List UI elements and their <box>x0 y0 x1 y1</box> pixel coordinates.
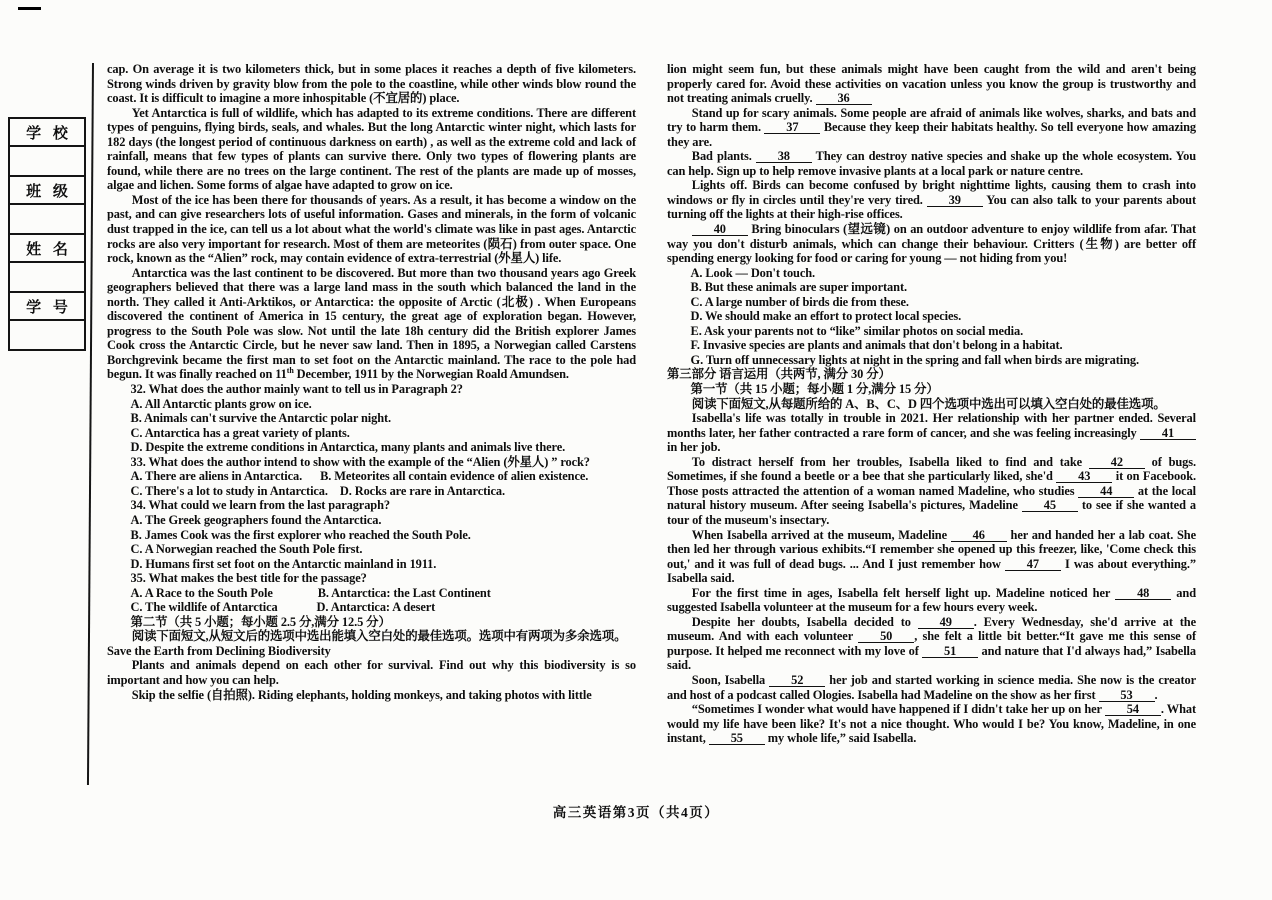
student-number-write-in-box <box>10 321 84 349</box>
field-school <box>10 119 84 175</box>
blank-41: 41 <box>1140 427 1196 440</box>
name-write-in-box <box>10 263 84 291</box>
name-label: 姓 名 <box>10 233 84 263</box>
question-32-option-c: C. Antarctica has a great variety of plants. <box>130 425 350 440</box>
passage-b-paragraph: Lights off. Birds can become confused by bright nighttime lights, causing them to crash into windows or fly in circles until they're very tired. 39 You can also talk to your parents about turning off the lights at their high-rise offices. <box>667 178 1196 222</box>
superscript: th <box>286 366 294 376</box>
student-info-table <box>8 117 86 351</box>
question-35-options-cd: C. The wildlife of Antarctica D. Antarctica: A desert <box>130 600 436 615</box>
question-34-option-b: B. James Cook was the first explorer who reached the South Pole. <box>130 527 471 542</box>
sidebar-divider-line <box>87 63 94 785</box>
class-label: 班 级 <box>10 175 84 205</box>
blank-47: 47 <box>1005 558 1061 571</box>
passage-c-paragraph: Isabella's life was totally in trouble in 2021. Her relationship with her partner ended. Several months later, her father contracted a rare form of cancer, and she was feeling increasingly 41 in her job. <box>667 411 1196 455</box>
blank-52: 52 <box>769 674 825 687</box>
blank-55: 55 <box>709 732 765 745</box>
blank-40: 40 <box>692 223 748 236</box>
question-35: 35. What makes the best title for the passage? <box>130 571 367 586</box>
blank-53: 53 <box>1099 689 1155 702</box>
cloze-option-c: C. A large number of birds die from these. <box>690 294 909 309</box>
passage-b-paragraph: Plants and animals depend on each other for survival. Find out why this biodiversity is so important and how you can help. <box>107 658 636 687</box>
blank-39: 39 <box>927 194 983 207</box>
blank-49: 49 <box>918 616 974 629</box>
part-3-heading: 第三部分 语言运用（共两节, 满分 30 分） <box>667 367 891 382</box>
question-33-options-ab: A. There are aliens in Antarctica. B. Meteorites all contain evidence of alien existence. <box>130 469 589 484</box>
question-33-options-cd: C. There's a lot to study in Antarctica. D. Rocks are rare in Antarctica. <box>130 483 505 498</box>
blank-38: 38 <box>756 150 812 163</box>
passage-b-paragraph: Skip the selfie (自拍照). Riding elephants, holding monkeys, and taking photos with little <box>131 687 592 702</box>
blank-51: 51 <box>922 645 978 658</box>
blank-54: 54 <box>1105 703 1161 716</box>
passage-a-paragraph: Antarctica was the last continent to be discovered. But more than two thousand years ago Greek geographers believed that there was a large land mass in the south which balanced the land in the north. They called it Anti-Arktikos, or Antarctica: the opposite of Arctic (北极) . When Europeans discovered the continent of America in 15 century, the great age of exploration began. However, progress to the South Pole was slow. Not until the late 18h century did the British explorer James Cook cross the Antarctic Circle, but he never saw land. Then in 1895, a Norwegian called Carstens Borchgrevink became the first man to set foot on the Antarctic mainland. The race to the pole had begun. It was finally reached on 11th December, 1911 by the Norwegian Roald Amundsen. <box>107 265 636 382</box>
left-text-column <box>107 62 636 702</box>
school-label: 学 校 <box>10 119 84 147</box>
cloze-option-b: B. But these animals are super important. <box>690 280 907 295</box>
question-34: 34. What could we learn from the last paragraph? <box>130 498 390 513</box>
question-32: 32. What does the author mainly want to tell us in Paragraph 2? <box>130 382 463 397</box>
passage-a-paragraph: Yet Antarctica is full of wildlife, which has adapted to its extreme conditions. There are different types of penguins, flying birds, seals, and whales. But the long Antarctic winter night, which lasts for 182 days (the longest period of continuous darkness on earth) , as well as the extreme cold and lack of rainfall, means that few types of plants can survive there. Only two types of flowering plants are found, while there are no trees on the large continent. The rest of the plants are made up of mosses, algae and lichen. Some forms of algae have adapted to grow on ice. <box>107 105 636 193</box>
blank-48: 48 <box>1115 587 1171 600</box>
cloze-option-g: G. Turn off unnecessary lights at night in the spring and fall when birds are migrating. <box>690 352 1140 367</box>
question-34-option-d: D. Humans first set foot on the Antarctic mainland in 1911. <box>130 556 437 571</box>
passage-c-paragraph: Soon, Isabella 52 her job and started working in science media. She now is the creator and host of a podcast called Ologies. Isabella had Madeline on the show as her first 53 . <box>667 672 1196 702</box>
class-write-in-box <box>10 205 84 233</box>
blank-44: 44 <box>1078 485 1134 498</box>
passage-b-paragraph: Stand up for scary animals. Some people are afraid of animals like wolves, sharks, and bats and try to harm them. 37 Because they keep their habitats healthy. So tell everyone how amazing they are. <box>667 105 1196 149</box>
school-write-in-box <box>10 147 84 175</box>
blank-50: 50 <box>858 630 914 643</box>
question-32-option-a: A. All Antarctic plants grow on ice. <box>130 396 312 411</box>
field-class <box>10 175 84 233</box>
passage-b-paragraph: Bad plants. 38 They can destroy native species and shake up the whole ecosystem. You can help. Sign up to help remove invasive plants at a local park or nature centre. <box>667 149 1197 178</box>
passage-c-paragraph: Despite her doubts, Isabella decided to 49 . Every Wednesday, she'd arrive at the museum. And with each volunteer 50 , she felt a little bit better.“It gave me this sense of purpose. It helped me reconnect with my love of 51 and nature that I'd always had,” Isabella said. <box>667 614 1196 673</box>
page-footer: 高三英语第3页（共4页） <box>552 805 720 820</box>
passage-b-paragraph: lion might seem fun, but these animals might have been caught from the wild and aren't being properly cared for. Avoid these activities on vacation unless you know the group is trustworthy and not treating animals cruelly. 36 <box>667 62 1196 106</box>
section-2-instructions: 阅读下面短文,从短文后的选项中选出能填入空白处的最佳选项。选项中有两项为多余选项。 <box>131 629 627 644</box>
blank-43: 43 <box>1056 470 1112 483</box>
part-3-instructions: 阅读下面短文,从每题所给的 A、B、C、D 四个选项中选出可以填入空白处的最佳选项。 <box>691 396 1166 411</box>
section-2-heading: 第二节（共 5 小题；每小题 2.5 分,满分 12.5 分） <box>130 614 391 629</box>
part-3-section-1-heading: 第一节（共 15 小题；每小题 1 分,满分 15 分） <box>690 382 939 397</box>
question-32-option-b: B. Animals can't survive the Antarctic polar night. <box>130 411 392 426</box>
field-student-number <box>10 291 84 349</box>
passage-a-paragraph: Most of the ice has been there for thousands of years. As a result, it has become a window on the past, and can give researchers lots of useful information. Gases and minerals, in the form of volcanic dust trapped in the ice, can tell us a lot about what the world's climate was like in past ages. Antarctic rocks are also very important for research. Most of them are meteorites (陨石) from outer space. One rock, known as the “Alien” rock, may contain evidence of extra-terrestrial (外星人) life. <box>107 192 636 266</box>
passage-c-paragraph: “Sometimes I wonder what would have happened if I didn't take her up on her 54 . What would my life have been like? It's not a nice thought. Who would I be? You know, Madeline, in one instant, 55 my whole life,” said Isabella. <box>667 702 1196 746</box>
passage-b-paragraph: 40 Bring binoculars (望远镜) on an outdoor adventure to enjoy wildlife from afar. That way you don't disturb animals, which can change their behaviour. Critters (生物) are better off spending energy looking for food or caring for young — not hiding from you! <box>667 222 1196 266</box>
blank-37: 37 <box>764 121 820 134</box>
scan-artifact-dash <box>18 7 41 10</box>
cloze-option-e: E. Ask your parents not to “like” similar photos on social media. <box>690 323 1024 338</box>
cloze-option-a: A. Look — Don't touch. <box>690 265 816 280</box>
blank-45: 45 <box>1022 499 1078 512</box>
question-32-option-d: D. Despite the extreme conditions in Antarctica, many plants and animals live there. <box>130 440 566 455</box>
cloze-option-f: F. Invasive species are plants and animals that don't belong in a habitat. <box>690 338 1063 353</box>
question-35-options-ab: A. A Race to the South Pole B. Antarctica: the Last Continent <box>130 585 491 600</box>
question-33: 33. What does the author intend to show with the example of the “Alien (外星人) ” rock? <box>130 454 590 469</box>
passage-c-paragraph: To distract herself from her troubles, Isabella liked to find and take 42 of bugs. Sometimes, if she found a beetle or a bee that she particularly liked, she'd 43 it on Facebook. Those posts attracted the attention of a woman named Madeline, who studies 44 at the local natural history museum. After seeing Isabella's pictures, Madeline 45 to see if she wanted a tour of the museum's insectary. <box>667 454 1197 527</box>
student-number-label: 学 号 <box>10 291 84 321</box>
blank-42: 42 <box>1089 456 1145 469</box>
right-text-column <box>667 62 1196 746</box>
question-34-option-a: A. The Greek geographers found the Antarctica. <box>130 512 382 527</box>
blank-36: 36 <box>816 92 872 105</box>
field-name <box>10 233 84 291</box>
blank-46: 46 <box>951 529 1007 542</box>
cloze-option-d: D. We should make an effort to protect local species. <box>690 309 962 324</box>
passage-a-paragraph: cap. On average it is two kilometers thick, but in some places it reaches a depth of five kilometers. Strong winds driven by gravity blow from the pole to the coastline, while other winds blow round the coast. It is difficult to imagine a more inhospitable (不宜居的) place. <box>107 62 636 106</box>
question-34-option-c: C. A Norwegian reached the South Pole first. <box>130 542 363 557</box>
passage-c-paragraph: For the first time in ages, Isabella felt herself light up. Madeline noticed her 48 and suggested Isabella volunteer at the museum for a few hours every week. <box>667 585 1196 615</box>
passage-c-paragraph: When Isabella arrived at the museum, Madeline 46 her and handed her a lab coat. She then led her through various exhibits.“I remember she opened up this freezer, like, 'Come check this out,' and it was full of dead bugs. ... And I just remember how 47 I was about everything.” Isabella said. <box>667 527 1196 586</box>
passage-b-title: Save the Earth from Declining Biodiversity <box>107 643 331 658</box>
